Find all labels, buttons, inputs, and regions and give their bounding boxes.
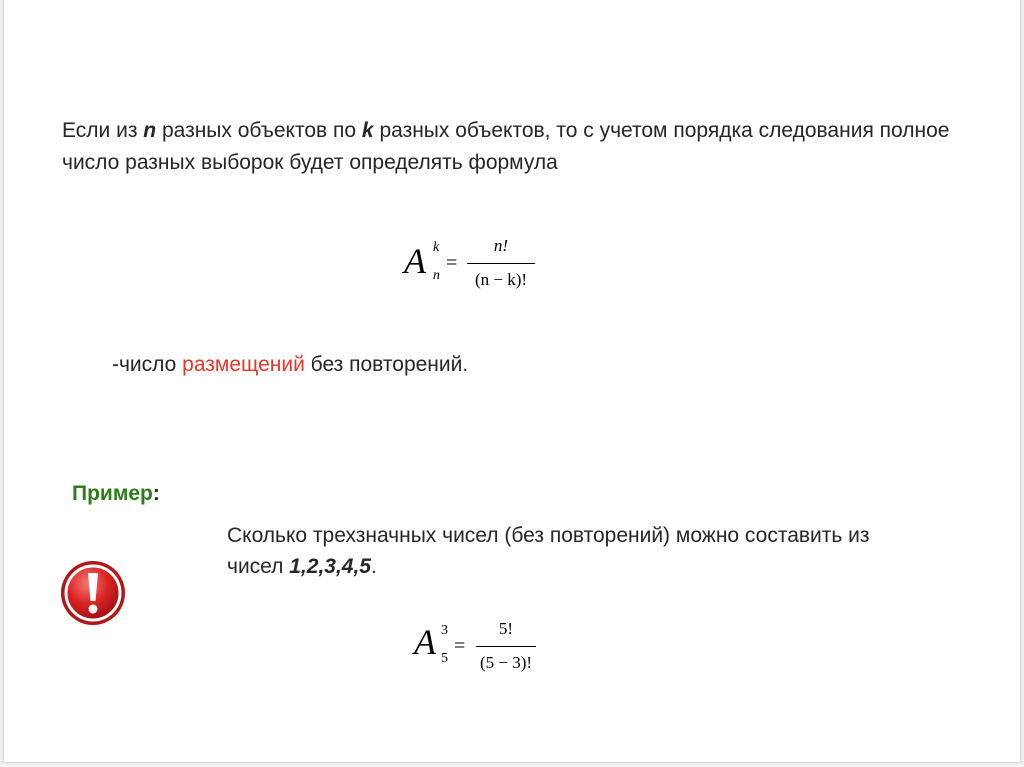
example-formula-equals: = bbox=[454, 635, 466, 657]
formula-numerator: n! bbox=[493, 236, 509, 255]
formula-caption bbox=[112, 353, 468, 377]
example-formula-denominator: (5 − 3)! bbox=[479, 653, 533, 672]
formula-symbol: A bbox=[404, 241, 426, 281]
intro-text-2: разных объектов по bbox=[156, 119, 362, 142]
example-formula-subscript: 5 bbox=[441, 651, 448, 666]
arrangement-formula bbox=[404, 232, 544, 297]
intro-var-k: k bbox=[361, 119, 374, 142]
intro-paragraph bbox=[62, 115, 962, 179]
example-fraction-bar bbox=[476, 646, 536, 647]
formula-denominator: (n − k)! bbox=[474, 270, 528, 289]
formula-subscript: n bbox=[433, 268, 440, 283]
example-heading bbox=[72, 482, 160, 506]
example-formula bbox=[414, 613, 544, 678]
intro-text-3: разных объектов, то с учетом порядка следования полное число разных выборок будет определять формула bbox=[62, 119, 950, 174]
example-label: Пример bbox=[72, 482, 153, 505]
caption-highlight: размещений bbox=[182, 353, 305, 376]
example-question bbox=[227, 520, 907, 582]
slide bbox=[4, 0, 1020, 762]
question-numbers: 1,2,3,4,5 bbox=[289, 555, 371, 578]
intro-var-n: n bbox=[143, 119, 157, 142]
question-end: . bbox=[370, 555, 377, 578]
example-formula-numerator: 5! bbox=[498, 619, 514, 638]
intro-text-1: Если из bbox=[62, 119, 144, 142]
exclamation-icon bbox=[59, 559, 127, 627]
question-text: Сколько трехзначных чисел (без повторений) можно составить из чисел bbox=[227, 524, 870, 578]
example-formula-superscript: 3 bbox=[441, 623, 448, 638]
example-colon: : bbox=[152, 482, 160, 505]
example-formula-symbol: A bbox=[414, 622, 436, 662]
caption-suffix: без повторений. bbox=[304, 353, 469, 376]
formula-superscript: k bbox=[433, 240, 440, 255]
fraction-bar bbox=[467, 263, 535, 264]
caption-prefix: -число bbox=[112, 353, 183, 376]
formula-equals: = bbox=[446, 252, 458, 274]
